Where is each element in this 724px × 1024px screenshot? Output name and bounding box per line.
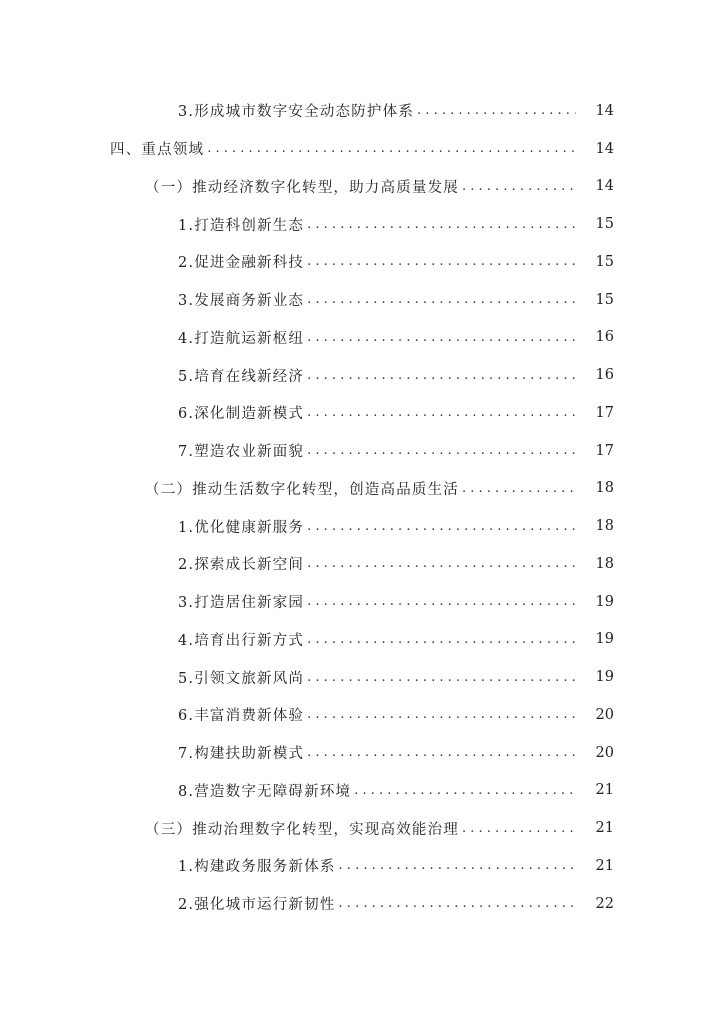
toc-page-number: 18 [595, 480, 614, 497]
toc-dot-leader [339, 896, 576, 911]
toc-entry[interactable] [0, 356, 724, 394]
toc-entry-label: 3.形成城市数字安全动态防护体系 [178, 104, 415, 121]
toc-dot-leader [307, 443, 576, 458]
toc-entry-label: 1.构建政务服务新体系 [178, 859, 336, 876]
toc-page-number: 19 [595, 631, 614, 648]
toc-entry[interactable] [0, 92, 724, 130]
toc-dot-leader [462, 481, 576, 496]
toc-dot-leader [462, 179, 576, 194]
toc-entry[interactable] [0, 205, 724, 243]
toc-entry[interactable] [0, 696, 724, 734]
toc-entry[interactable] [0, 130, 724, 168]
toc-entry[interactable] [0, 734, 724, 772]
toc-page-number: 16 [595, 367, 614, 384]
toc-entry-label: 7.构建扶助新模式 [178, 746, 305, 763]
toc-dot-leader [339, 858, 576, 873]
toc-dot-leader [307, 519, 576, 534]
toc-entry[interactable] [0, 583, 724, 621]
toc-entry-label: 6.深化制造新模式 [178, 406, 305, 423]
toc-entry-label: 3.发展商务新业态 [178, 293, 305, 310]
toc-entry[interactable] [0, 772, 724, 810]
toc-entry-label: 四、重点领域 [110, 142, 205, 159]
toc-page-number: 14 [595, 140, 614, 157]
toc-page-number: 21 [595, 820, 614, 837]
toc-entry-label: 2.探索成长新空间 [178, 557, 305, 574]
toc-page-number: 17 [595, 404, 614, 421]
toc-page-number: 19 [595, 593, 614, 610]
toc-entry-label: 4.打造航运新枢纽 [178, 330, 305, 347]
toc-entry-label: 4.培育出行新方式 [178, 632, 305, 649]
toc-entry-label: （一）推动经济数字化转型，助力高质量发展 [145, 179, 459, 196]
toc-entry[interactable] [0, 281, 724, 319]
toc-entry-label: 7.塑造农业新面貌 [178, 444, 305, 461]
toc-page-number: 19 [595, 669, 614, 686]
toc-page-number: 14 [595, 178, 614, 195]
toc-entry[interactable] [0, 394, 724, 432]
toc-page-number: 20 [595, 744, 614, 761]
toc-entry[interactable] [0, 470, 724, 508]
toc-entry[interactable] [0, 545, 724, 583]
toc-dot-leader [307, 217, 576, 232]
toc-entry[interactable] [0, 847, 724, 885]
toc-page-number: 15 [595, 253, 614, 270]
toc-dot-leader [307, 330, 576, 345]
toc-page-number: 22 [595, 895, 614, 912]
toc-dot-leader [307, 670, 576, 685]
toc-entry-label: 2.强化城市运行新韧性 [178, 897, 336, 914]
toc-entry-label: （二）推动生活数字化转型，创造高品质生活 [145, 481, 459, 498]
toc-dot-leader [307, 292, 576, 307]
toc-dot-leader [307, 556, 576, 571]
toc-entry[interactable] [0, 658, 724, 696]
toc-entry-label: 8.营造数字无障碍新环境 [178, 783, 352, 800]
toc-entry[interactable] [0, 168, 724, 206]
toc-entry[interactable] [0, 621, 724, 659]
toc-dot-leader [307, 254, 576, 269]
toc-entry[interactable] [0, 507, 724, 545]
toc-dot-leader [354, 783, 576, 798]
toc-dot-leader [307, 405, 576, 420]
toc-entry-label: 5.引领文旅新风尚 [178, 670, 305, 687]
toc-page-number: 14 [595, 102, 614, 119]
toc-page-number: 18 [595, 518, 614, 535]
table-of-contents [0, 92, 724, 923]
toc-entry-label: 1.打造科创新生态 [178, 217, 305, 234]
toc-page-number: 21 [595, 782, 614, 799]
toc-page-number: 20 [595, 706, 614, 723]
toc-entry[interactable] [0, 809, 724, 847]
toc-page-number: 16 [595, 329, 614, 346]
toc-dot-leader [307, 368, 576, 383]
toc-dot-leader [307, 594, 576, 609]
toc-page-number: 18 [595, 555, 614, 572]
toc-entry[interactable] [0, 243, 724, 281]
toc-entry-label: 6.丰富消费新体验 [178, 708, 305, 725]
toc-dot-leader [307, 632, 576, 647]
toc-entry-label: 1.优化健康新服务 [178, 519, 305, 536]
toc-entry-label: 3.打造居住新家园 [178, 595, 305, 612]
toc-dot-leader [417, 103, 576, 118]
toc-dot-leader [462, 821, 576, 836]
toc-page-number: 15 [595, 216, 614, 233]
toc-dot-leader [307, 745, 576, 760]
toc-dot-leader [307, 707, 576, 722]
toc-entry[interactable] [0, 885, 724, 923]
toc-entry-label: 5.培育在线新经济 [178, 368, 305, 385]
toc-entry-label: （三）推动治理数字化转型，实现高效能治理 [145, 821, 459, 838]
toc-page-number: 17 [595, 442, 614, 459]
toc-dot-leader [207, 141, 576, 156]
toc-page-number: 21 [595, 857, 614, 874]
toc-page-number: 15 [595, 291, 614, 308]
toc-entry-label: 2.促进金融新科技 [178, 255, 305, 272]
toc-entry[interactable] [0, 432, 724, 470]
toc-entry[interactable] [0, 319, 724, 357]
